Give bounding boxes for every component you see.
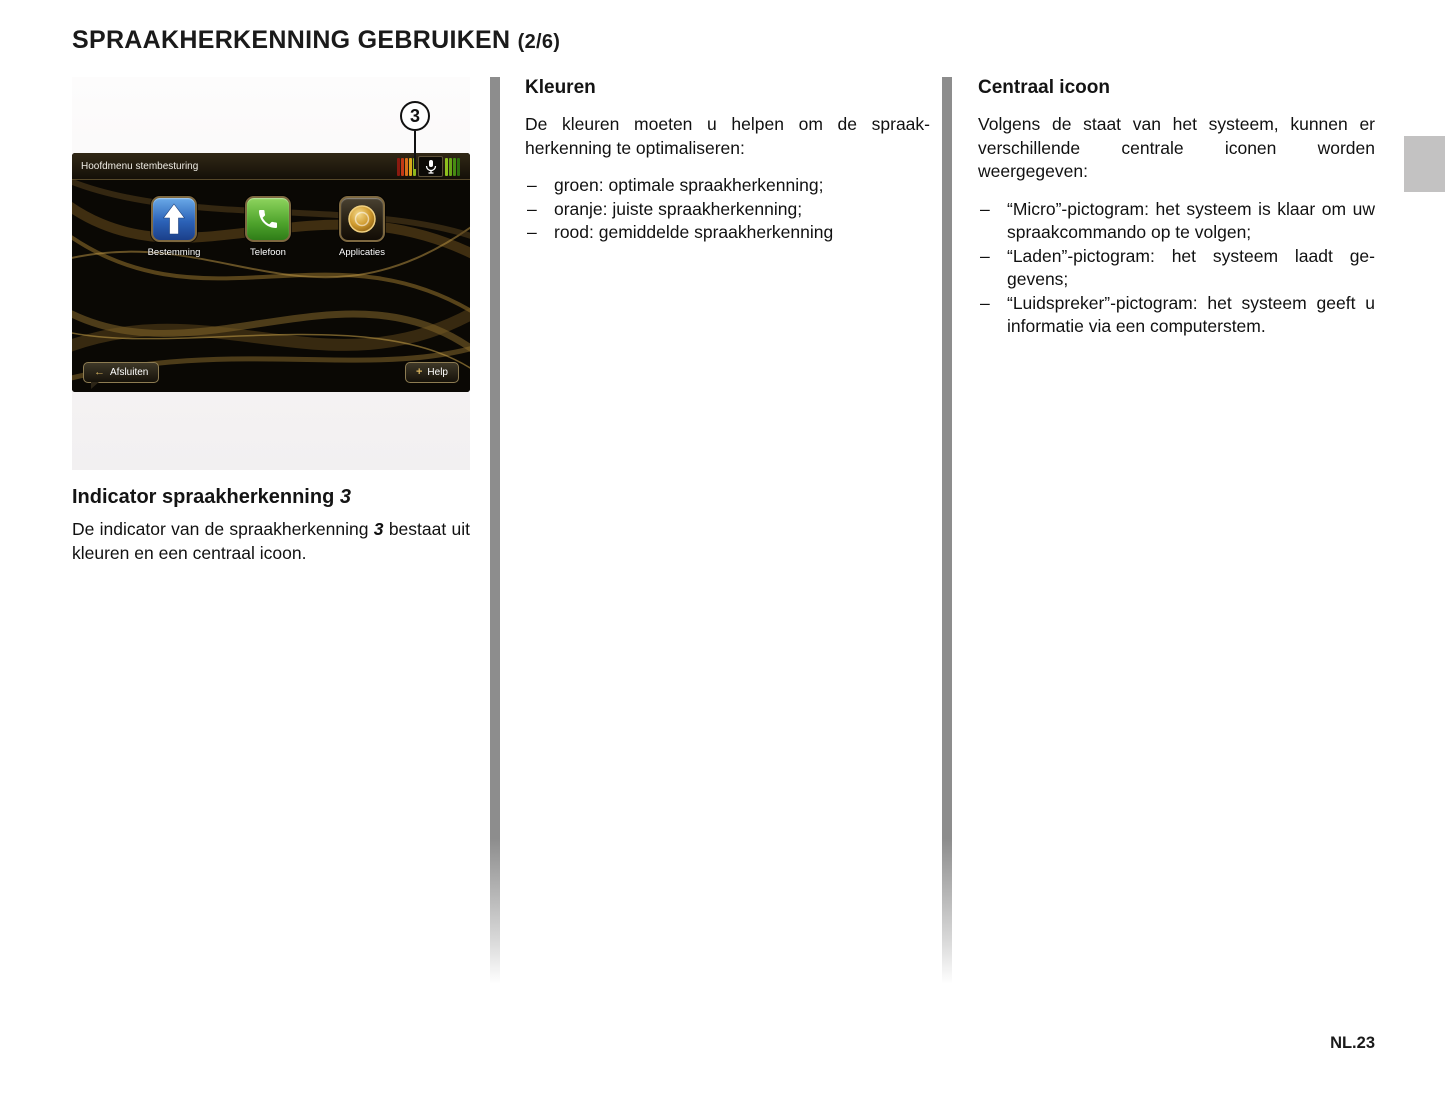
- help-label: Help: [427, 367, 448, 378]
- kleuren-list: [525, 174, 930, 245]
- tile-label: Bestemming: [147, 247, 201, 258]
- list-item: – rood: gemiddelde spraakherkenning: [525, 221, 930, 245]
- list-item: – “Laden”-pictogram: het systeem laadt gegevens;: [978, 245, 1375, 292]
- swirl-background: [72, 153, 470, 392]
- voice-level-indicator: [397, 156, 460, 177]
- microphone-icon: [418, 156, 443, 177]
- kleuren-heading: Kleuren: [525, 77, 596, 98]
- column-separator: [942, 77, 952, 984]
- indicator-heading: Indicator spraakherkenning 3: [72, 486, 351, 508]
- level-bars-right: [445, 158, 460, 176]
- page-title-text: SPRAAKHERKENNING GEBRUIKEN: [72, 26, 511, 54]
- menu-tiles: [144, 196, 470, 258]
- list-item: – oranje: juiste spraakherkenning;: [525, 198, 930, 222]
- centraal-list: [978, 198, 1375, 339]
- destination-icon: [151, 196, 197, 242]
- infotainment-screen: [72, 153, 470, 392]
- column-centraal-icoon: [978, 77, 1375, 339]
- screen-header-title: Hoofdmenu stembesturing: [81, 160, 199, 172]
- screen-header-bar: [72, 153, 470, 180]
- list-item: – groen: optimale spraakherkenning;: [525, 174, 930, 198]
- callout-3: 3: [400, 101, 430, 131]
- column-kleuren: [525, 77, 930, 245]
- screen-footer-bar: [72, 362, 470, 383]
- reference-numeral: 3: [373, 519, 384, 539]
- centraal-intro: Volgens de staat van het systeem, kunnen er verschillende centrale iconen worden weergegeven:: [978, 114, 1375, 181]
- page-content: [72, 77, 1445, 984]
- tile-label: Applicaties: [339, 247, 385, 258]
- list-item: – “Luidspreker”-pictogram: het systeem geeft u informatie via een computerstem.: [978, 292, 1375, 339]
- screen-figure: [72, 77, 470, 470]
- tile-label: Telefoon: [250, 247, 286, 258]
- column-separator: [490, 77, 500, 984]
- page-title: [72, 26, 1445, 55]
- afsluiten-button: [83, 362, 159, 383]
- help-button: [405, 362, 459, 383]
- tile-applicaties: [332, 196, 392, 258]
- page-title-suffix: (2/6): [517, 31, 561, 53]
- plus-icon: +: [415, 366, 423, 378]
- applications-icon: [339, 196, 385, 242]
- callout-line: [414, 131, 416, 169]
- list-item: – “Micro”-pictogram: het systeem is klaar om uw spraakcommando op te volgen;: [978, 198, 1375, 245]
- tile-telefoon: [238, 196, 298, 258]
- column-left: [72, 77, 470, 565]
- kleuren-intro: De kleuren moeten u helpen om de spraakherkenning te optimaliseren:: [525, 114, 930, 158]
- page-number: NL.23: [1330, 1034, 1375, 1052]
- afsluiten-label: Afsluiten: [110, 367, 149, 378]
- back-arrow-icon: ←: [94, 366, 105, 378]
- tile-bestemming: [144, 196, 204, 258]
- centraal-heading: Centraal icoon: [978, 77, 1110, 98]
- page-edge-tab: [1404, 136, 1445, 192]
- phone-icon: [245, 196, 291, 242]
- indicator-body: De indicator van de spraakherkenning 3 bestaat uit kleuren en een centraal icoon.: [72, 519, 470, 563]
- reference-numeral: 3: [339, 486, 351, 508]
